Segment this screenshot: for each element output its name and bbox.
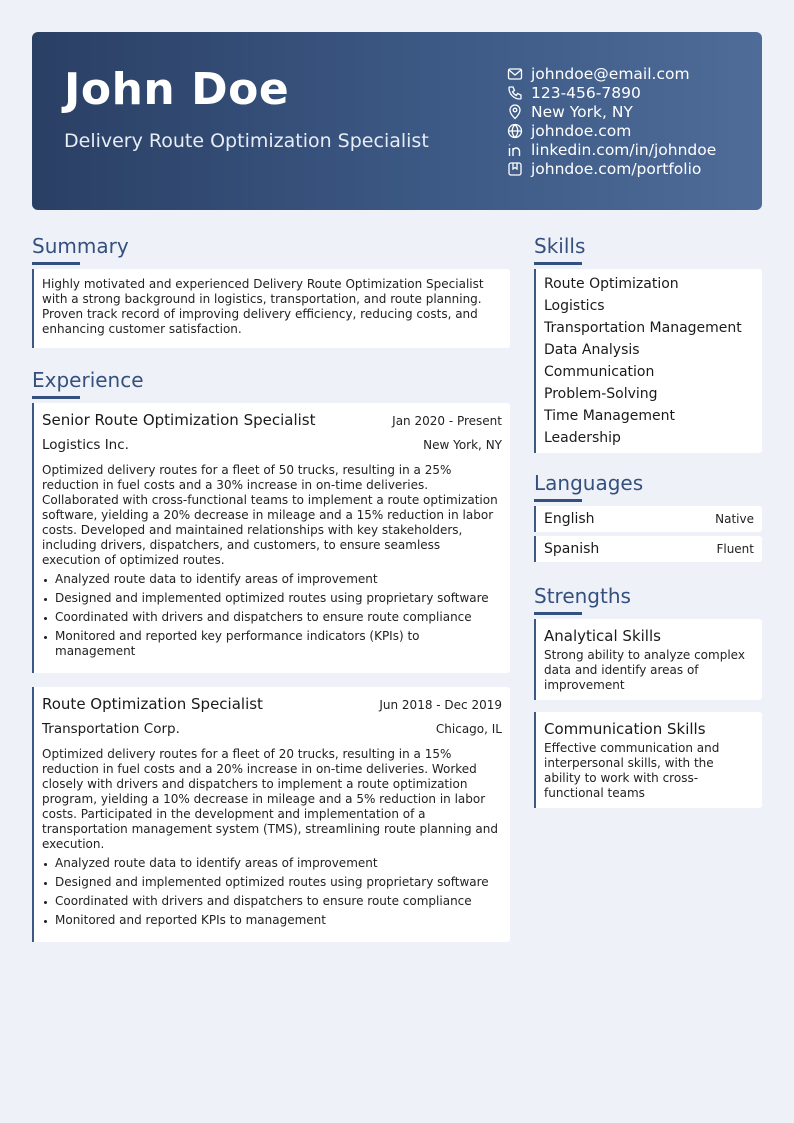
language-item: [534, 536, 762, 562]
skill-item: Leadership: [544, 430, 621, 446]
side-column: [534, 232, 762, 820]
strength-description: Strong ability to analyze complex data and identify areas of improvement: [544, 648, 745, 692]
language-level: Fluent: [716, 542, 754, 556]
contact-text: johndoe@email.com: [531, 64, 690, 83]
job-dates: Jan 2020 - Present: [392, 414, 502, 428]
section-divider: [534, 612, 582, 615]
contact-text: New York, NY: [531, 102, 633, 121]
experience-heading: Experience: [32, 368, 144, 392]
bullet-item: Monitored and reported KPIs to management: [42, 913, 502, 928]
candidate-name: John Doe: [64, 64, 290, 115]
phone-icon: [507, 85, 523, 101]
language-item: [534, 506, 762, 532]
contact-linkedin[interactable]: [507, 140, 716, 159]
contact-text: johndoe.com/portfolio: [531, 159, 702, 178]
skill-item: Communication: [544, 364, 655, 380]
section-divider: [534, 499, 582, 502]
language-name: English: [544, 511, 595, 527]
location-pin-icon: [507, 104, 523, 120]
skill-item: Logistics: [544, 298, 605, 314]
contact-text: linkedin.com/in/johndoe: [531, 140, 717, 159]
linkedin-icon: [507, 142, 523, 158]
contact-location: [507, 102, 716, 121]
section-divider: [534, 262, 582, 265]
contact-text: johndoe.com: [531, 121, 632, 140]
skill-item: Data Analysis: [544, 342, 640, 358]
strength-title: Analytical Skills: [544, 627, 661, 645]
strengths-heading: Strengths: [534, 584, 631, 608]
bullet-item: Coordinated with drivers and dispatchers to ensure route compliance: [42, 610, 502, 625]
bullet-item: Analyzed route data to identify areas of improvement: [42, 572, 502, 587]
job-title: Route Optimization Specialist: [42, 695, 263, 713]
job-description: Optimized delivery routes for a fleet of 20 trucks, resulting in a 15% reduction in fuel costs and a 20% increase in on-time deliveries. Worked closely with drivers and dispatchers to implement a route optimization program, yielding a 10% decrease in mileage and a 5% reduction in labor costs. Participated in the development and implementation of a transportation management system (TMS), streamlining route planning and execution.: [42, 747, 498, 851]
bullet-item: Designed and implemented optimized routes using proprietary software: [42, 875, 502, 890]
section-divider: [32, 262, 80, 265]
language-name: Spanish: [544, 541, 600, 557]
languages-heading: Languages: [534, 471, 644, 495]
job-bullets: [42, 572, 502, 659]
contact-list: [507, 64, 716, 178]
job-description: Optimized delivery routes for a fleet of 50 trucks, resulting in a 25% reduction in fuel costs and a 30% increase in on-time deliveries. Collaborated with cross-functional teams to implement a route optimization software, yielding a 20% decrease in mileage and a 15% reduction in labor costs. Developed and maintained relationships with key stakeholders, including drivers, dispatchers, and customers, to ensure seamless execution of optimized routes.: [42, 463, 498, 567]
bullet-item: Coordinated with drivers and dispatchers to ensure route compliance: [42, 894, 502, 909]
job-title: Senior Route Optimization Specialist: [42, 411, 316, 429]
skills-heading: Skills: [534, 234, 586, 258]
contact-website[interactable]: [507, 121, 716, 140]
resume-header: [32, 32, 762, 210]
language-level: Native: [715, 512, 754, 526]
contact-phone[interactable]: [507, 83, 716, 102]
bullet-item: Designed and implemented optimized routes using proprietary software: [42, 591, 502, 606]
globe-icon: [507, 123, 523, 139]
experience-entry: [32, 687, 510, 942]
bullet-item: Monitored and reported key performance indicators (KPIs) to management: [42, 629, 502, 659]
skill-item: Problem-Solving: [544, 386, 658, 402]
job-dates: Jun 2018 - Dec 2019: [379, 698, 502, 712]
contact-portfolio[interactable]: [507, 159, 716, 178]
section-divider: [32, 396, 80, 399]
job-location: New York, NY: [423, 438, 502, 452]
job-company: Transportation Corp.: [42, 721, 180, 737]
job-location: Chicago, IL: [435, 722, 502, 736]
strength-item: [534, 712, 762, 808]
skill-item: Transportation Management: [544, 320, 742, 336]
skill-item: Time Management: [544, 408, 675, 424]
contact-text: 123-456-7890: [531, 83, 641, 102]
portfolio-icon: [507, 161, 523, 177]
strength-item: [534, 619, 762, 700]
job-bullets: [42, 856, 502, 928]
bullet-item: Analyzed route data to identify areas of improvement: [42, 856, 502, 871]
envelope-icon: [507, 66, 523, 82]
skills-list: [534, 269, 762, 453]
job-company: Logistics Inc.: [42, 437, 129, 453]
main-column: [32, 232, 510, 956]
strength-title: Communication Skills: [544, 720, 706, 738]
candidate-title: Delivery Route Optimization Specialist: [64, 130, 429, 152]
skill-item: Route Optimization: [544, 276, 679, 292]
contact-email[interactable]: [507, 64, 716, 83]
strength-description: Effective communication and interpersonal skills, with the ability to work with cross-functional teams: [544, 741, 720, 800]
summary-text: Highly motivated and experienced Delivery Route Optimization Specialist with a strong background in logistics, transportation, and route planning. Proven track record of improving delivery efficiency, reducing costs, and enhancing customer satisfaction.: [32, 269, 510, 348]
summary-heading: Summary: [32, 234, 129, 258]
experience-entry: [32, 403, 510, 673]
